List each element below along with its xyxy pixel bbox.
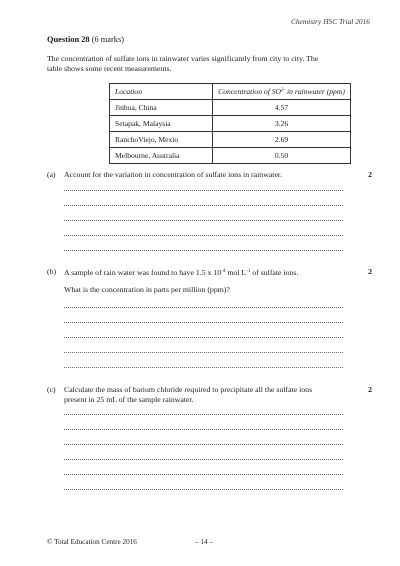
answer-line: [64, 235, 343, 236]
answer-lines-a[interactable]: [64, 190, 343, 265]
table-row: [110, 100, 351, 116]
cell-value: 4.57: [213, 100, 351, 116]
cell-value: 0.50: [213, 148, 351, 164]
answer-lines-c[interactable]: [64, 414, 343, 504]
part-c-line-1: Calculate the mass of barium chloride required to precipitate all the sulfate ions: [64, 385, 313, 394]
cell-location: Setapak, Malaysia: [110, 116, 213, 132]
cell-value: 2.69: [213, 132, 351, 148]
question-intro: [47, 54, 372, 74]
answer-line: [64, 444, 343, 445]
cell-location: Jinhua, China: [110, 100, 213, 116]
part-b-label: (b): [47, 267, 57, 276]
cell-value: 3.26: [213, 116, 351, 132]
part-c-marks: 2: [368, 385, 372, 394]
table-row: [110, 148, 351, 164]
header-location: Location: [110, 84, 213, 100]
part-c-label: (c): [47, 385, 56, 394]
footer-copyright: © Total Education Centre 2016: [47, 538, 137, 546]
answer-line: [64, 474, 343, 475]
sulfate-table: [109, 83, 351, 164]
answer-line: [64, 337, 343, 338]
answer-line: [64, 367, 343, 368]
answer-lines-b[interactable]: [64, 307, 343, 382]
page-number: – 14 –: [195, 538, 213, 546]
part-b-text: A sample of rain water was found to have 1.5 x $10^{-4}$ mol $L^{-1}$ of sulfate ions.: [64, 268, 299, 277]
answer-line: [64, 205, 343, 206]
answer-line: [64, 352, 343, 353]
answer-line: [64, 414, 343, 415]
answer-line: [64, 250, 343, 251]
cell-location: RanchoViejo, Mexio: [110, 132, 213, 148]
answer-line: [64, 429, 343, 430]
part-c-line-2: present in 25 mL of the sample rainwater.: [64, 395, 194, 404]
answer-line: [64, 190, 343, 191]
answer-line: [64, 322, 343, 323]
answer-line: [64, 307, 343, 308]
header-concentration: Concentration of $SO^{2-}$ in rainwater (ppm): [213, 84, 351, 100]
running-head: Chemistry HSC Trial 2016: [290, 17, 370, 26]
table-row: [110, 116, 351, 132]
answer-line: [64, 220, 343, 221]
part-a-marks: 2: [368, 170, 372, 179]
answer-line: [64, 489, 343, 490]
table-header-row: [110, 84, 351, 100]
question-number: Question 28: [47, 35, 90, 44]
part-c-text: [64, 385, 354, 405]
part-b-marks: 2: [368, 267, 372, 276]
cell-location: Melbourne, Australia: [110, 148, 213, 164]
intro-line-1: The concentration of sulfate ions in rainwater varies significantly from city to city. The: [47, 54, 319, 63]
intro-line-2: table shows some recent measurements.: [47, 64, 172, 73]
part-a-text: Account for the variation in concentration of sulfate ions in rainwater.: [64, 170, 283, 179]
part-b-text-2: What is the concentration in parts per million (ppm)?: [64, 285, 230, 294]
table-row: [110, 132, 351, 148]
part-a-label: (a): [47, 170, 56, 179]
question-marks: (6 marks): [91, 35, 125, 44]
question-heading: [47, 35, 124, 44]
answer-line: [64, 459, 343, 460]
